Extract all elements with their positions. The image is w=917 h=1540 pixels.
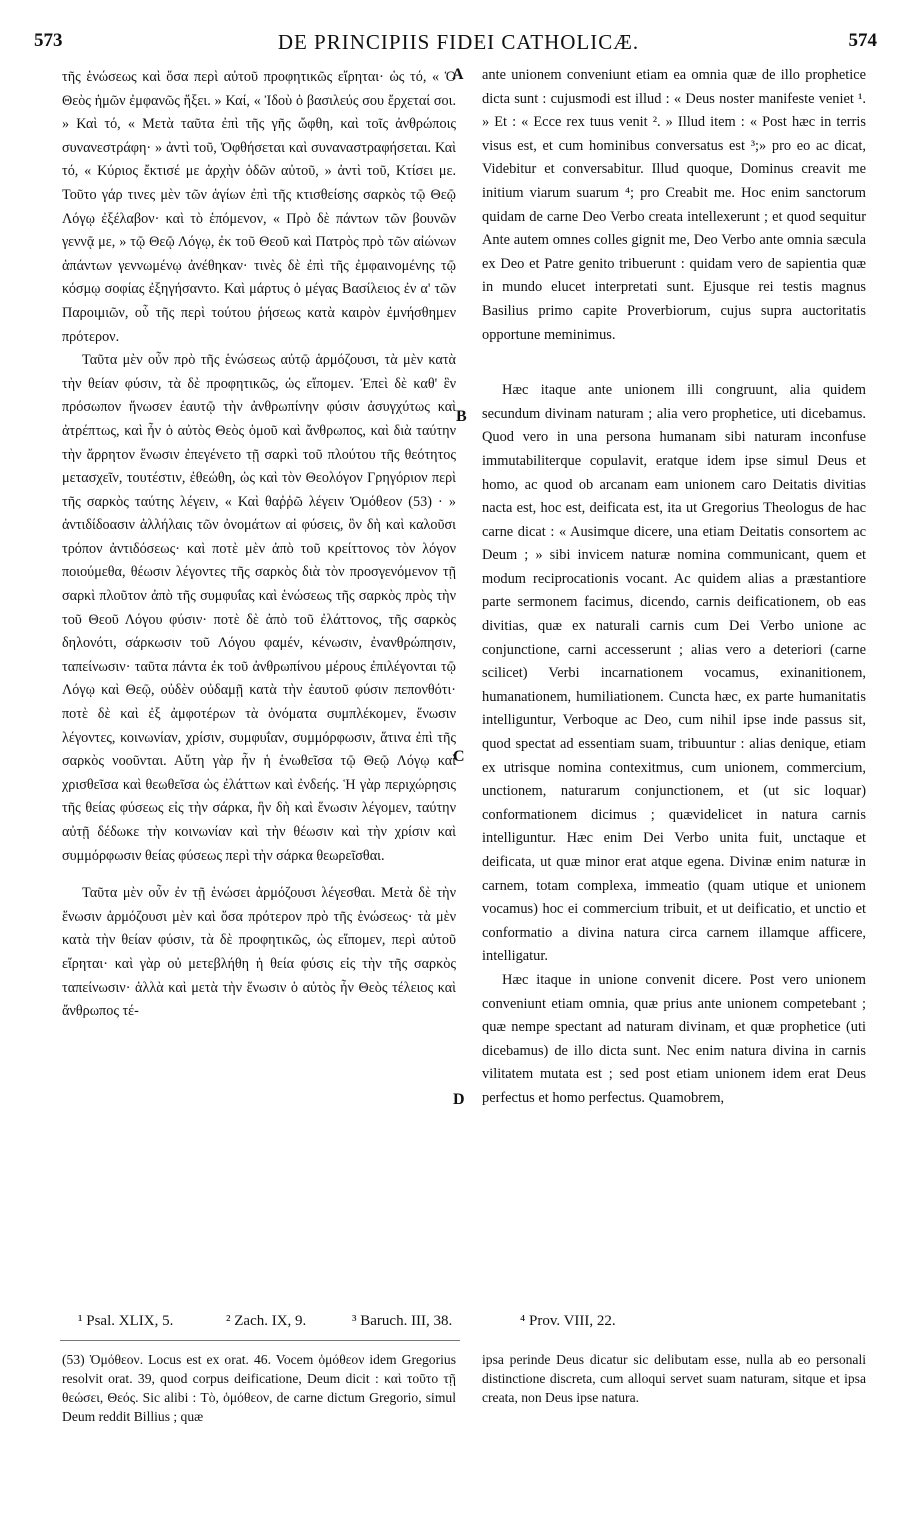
running-header <box>0 30 917 60</box>
footnote-3: ³ Baruch. III, 38. <box>352 1313 453 1329</box>
greek-paragraph-2: Ταῦτα μὲν οὖν πρὸ τῆς ἑνώσεως αὐτῷ ἁρμόζουσι, τὰ μὲν κατὰ τὴν θείαν φύσιν, τὰ δὲ προφητικῶς, ὡς εἴπομεν. Ἐπεὶ δὲ καθ' ἓν πρόσωπον ἥνωσεν ἑαυτῷ τὴν ἀνθρωπίνην φύσιν ἀσυγχύτως καὶ ἀτρέπτως, καὶ ἦν ὁ αὐτὸς Θεὸς ὁμοῦ καὶ ἄνθρωπος, καὶ διὰ ταύτην τὴν ἄρρητον ἕνωσιν ἐπεγένετο τῇ σαρκὶ τοῦ πλούτου τῆς θεότητος μετασχεῖν, τουτέστιν, ἐθεώθη, ὡς καὶ τὸν Θεολόγον Γρηγόριον περὶ τῆς σαρκὸς ταύτης λέγειν, « Καὶ θαῤῥῶ λέγειν Ὁμόθεον (53) · » ἀντιδίδοασιν ἀλλήλαις τῶν ὀνομάτων αἱ φύσεις, ὃν δὴ καὶ καλοῦσι τρόπον ἀντιδόσεως· καὶ ποτὲ μὲν ἀπὸ τοῦ κρείττονος τὸν λόγον ποιούμεθα, θέωσιν λέγοντες τῆς σαρκὸς διὰ τὸν προσγενόμενον τῇ σαρκὶ πλοῦτον ἀπὸ τῆς συμφυΐας καὶ ἑνώσεως τῆς σαρκὸς πρὸς τὴν τοῦ Θεοῦ Λόγου φύσιν· ποτὲ δὲ ἀπὸ τοῦ ἐλάττονος, τῆς σαρκὸς δηλονότι, σάρκωσιν τοῦ Λόγου φαμέν, κένωσιν, ἐνανθρώπησιν, ταπείνωσιν· ταῦτα πάντα ἐκ τοῦ ἀνθρωπίνου μέρους ἐπιλέγονται τῷ Λόγῳ καὶ Θεῷ, οὐδὲν οὐδαμῇ κατὰ τὴν ἑαυτοῦ φύσιν πεπονθότι· ποτὲ δὲ καὶ ἐξ ἀμφοτέρων τὰ ὀνόματα συμπλέκομεν, ἕνωσιν λέγοντες, κοινωνίαν, χρίσιν, συμφυΐαν, συμμόρφωσιν, ἅτινα ἐπὶ τῆς σαρκὸς νοοῦνται. Αὕτη γὰρ ἦν ἡ ἑνωθεῖσα τῷ Θεῷ Λόγῳ καὶ χρισθεῖσα καὶ θεωθεῖσα ὡς ἐλάττων καὶ ἐνδεής. Ἡ γὰρ περιχώρησις τῆς θείας φύσεως εἰς τὴν σάρκα, ἣν δὴ καὶ ἕνωσιν λέγομεν, ταύτην αὐτῇ δέδωκε τὴν κοινωνίαν καὶ τὴν θέωσιν καὶ τὴν χρίσιν καὶ συμμόρφωσιν θείας φύσεως περὶ τὴν σάρκα θεωρεῖσθαι. <box>62 352 456 864</box>
left-page-number: 573 <box>34 30 63 51</box>
margin-letter-b: B <box>456 408 467 425</box>
footnote-2: ² Zach. IX, 9. <box>226 1313 307 1329</box>
latin-paragraph-1: ante unionem conveniunt etiam ea omnia quæ de illo prophetice dicta sunt : cujusmodi est illud : « Deus noster manifeste veniet ¹. » Et : « Ecce rex tuus venit ². » Illud item : « Post hæc in terris visus est, et cum hominibus conversatus est ³;» pro eo ac dicat, Videbitur et conversabitur. Illud quoque, Dominus creavit me initium viarum suarum ⁴; pro Creabit me. Hoc enim sanctorum quidam de carne Deo Verbo creata intellexerunt ; et quod sequitur Ante autem omnes colles gignit me, Deo Verbo ante omnia sæcula ex Deo et Patre genito tribuerunt : quidam vero de sapientia quæ in mundo elucet interpretati sunt. Ejusque rei testis magnus Basilius primo capite Proverbiorum, cujus supra auctoritatis opportune meminimus. <box>482 67 866 343</box>
latin-column <box>482 64 866 1111</box>
greek-paragraph-1: τῆς ἑνώσεως καὶ ὅσα περὶ αὐτοῦ προφητικῶς εἴρηται· ὡς τό, « Ὁ Θεὸς ἡμῶν ἐμφανῶς ἥξει. » Καί, « Ἰδοὺ ὁ βασιλεύς σου ἔρχεταί σοι. » Καὶ τό, « Μετὰ ταῦτα ἐπὶ τῆς γῆς ὤφθη, καὶ τοῖς ἀνθρώποις συνανεστράφη· » ἀντὶ τοῦ, Ὀφθήσεται καὶ συναναστραφήσεται. Καὶ τό, « Κύριος ἔκτισέ με ἀρχὴν ὁδῶν αὐτοῦ, » ἀντὶ τοῦ, Κτίσει με. Τοῦτο γάρ τινες μὲν τῶν ἁγίων ἐπὶ τῆς κτισθείσης σαρκὸς τῷ Θεῷ Λόγῳ ἐξέλαβον· καὶ τὸ ἑπόμενον, « Πρὸ δὲ πάντων τῶν βουνῶν γεννᾷ με, » τῷ Θεῷ Λόγῳ, ἐκ τοῦ Θεοῦ καὶ Πατρὸς πρὸ τῶν αἰώνων ἁπάντων γεννωμένῳ ἀνέθηκαν· τινὲς δὲ ἐπὶ τῆς ἐμφαινομένης τῷ κόσμῳ σοφίας ἐξηγήσαντο. Καὶ μάρτυς ὁ μέγας Βασίλειος ἐν α' τῶν Παροιμιῶν, οὗ τῆς περὶ τούτου ῥήσεως κατὰ καιρὸν ἐμνήσθημεν πρότερον. <box>62 69 456 345</box>
margin-letter-c: C <box>453 748 465 765</box>
latin-paragraph-3: Hæc itaque in unione convenit dicere. Post vero unionem conveniunt etiam omnia, quæ prius ante unionem competebant ; quæ nempe spectant ad naturam divinam, et quæ prophetice (uti dicebamus) de illo dicta sunt. Nec enim natura divina in carnis vilitatem mutata est ; sed post etiam unionem idem erat Deus perfectus et homo perfectus. Quamobrem, <box>482 971 866 1106</box>
margin-letter-d: D <box>453 1091 465 1108</box>
latin-paragraph-2: Hæc itaque ante unionem illi congruunt, alia quidem secundum divinam naturam ; alia vero prophetice, uti dicebamus. Quod vero in una persona humanam sibi naturam inconfuse immutabiliterque copulavit, eratque idem ipse simul Deus et homo, ac quod ob arcanam eam unionem caro Deitatis divitias nacta est, hoc est, deificata est, ita ut Gregorius Theologus de hac carne dicat : « Ausimque dicere, una etiam Deitatis consortem ac Deum ; » sibi invicem naturæ nomina communicant, quem et modum reciprocationis vocant. Ac quidem alias a præstantiore parte sermonem facimus, dicendo, carnis deificationem, ob eas divitias, quæ ex naturali carnis cum Dei Verbo unione ac conjunctione, carni accesserunt ; alias vero a deteriori (carne scilicet) Verbi incarnationem vocamus, exinanitionem, humanationem, humiliationem. Cuncta hæc, ex parte humanitatis intelliguntur, Verboque ac Deo, cum nihil ipse inde passus sit, quod spectat ad essentiam suam, tribuuntur : alias denique, etiam ex utrisque nomina contexitmus, cum unionem, commercium, unctionem, naturarum conjunctionem, et (ut sic loquar) conformationem dicimus ; quævidelicet in natura carnis intelliguntur. Hæc enim Dei Verbo unita fuit, unctaque et deificata, ut quæ minor erat atque egena. Divinæ enim naturæ in carnem, totam complexa, immeatio (quam utique et unionem vocamus) hoc ei commercium tribuit, et ut deificatio, et unctio et conformatio a divina natura circa carnem illamque afficere, intelligatur. <box>482 382 866 965</box>
editor-note-left: (53) Ὁμόθεον. Locus est ex orat. 46. Vocem ὁμόθεον idem Gregorius resolvit orat. 39, quod corpus deificatione, Deum dicit : καὶ τοῦτο τῇ θεώσει, Θεός. Sic alibi : Τὸ, ὁμόθεον, de carne dictum Gregorio, simul Deum reddit Billius ; quæ <box>62 1352 456 1424</box>
footnote-1: ¹ Psal. XLIX, 5. <box>78 1313 174 1329</box>
note-divider <box>60 1340 460 1341</box>
editor-note-right: ipsa perinde Deus dicatur sic delibutam esse, nulla ab eo personali distinctione discreta, cum alloqui servet suam naturam, sitque et ipsa creata, non Deus ipse natura. <box>482 1352 866 1405</box>
right-page-number: 574 <box>848 30 877 51</box>
greek-column <box>62 66 456 1024</box>
running-title: DE PRINCIPIIS FIDEI CATHOLICÆ. <box>277 30 640 54</box>
greek-paragraph-3: Ταῦτα μὲν οὖν ἐν τῇ ἑνώσει ἁρμόζουσι λέγεσθαι. Μετὰ δὲ τὴν ἕνωσιν ἁρμόζουσι μὲν καὶ ὅσα πρότερον πρὸ τῆς ἑνώσεως· τὰ μὲν κατὰ τὴν θείαν φύσιν, τὰ δὲ προφητικῶς, ὡς εἴπομεν, περὶ αὐτοῦ εἴρηται· καὶ γὰρ οὐ μετεβλήθη ἡ θεία φύσις εἰς τὴν τῆς σαρκὸς ταπείνωσιν· ἀλλὰ καὶ μετὰ τὴν ἕνωσιν ὁ αὐτὸς ἦν Θεὸς τέλειος καὶ ἄνθρωπος τέ- <box>62 885 456 1020</box>
margin-letter-a: A <box>452 66 464 83</box>
footnote-4: ⁴ Prov. VIII, 22. <box>520 1313 616 1329</box>
